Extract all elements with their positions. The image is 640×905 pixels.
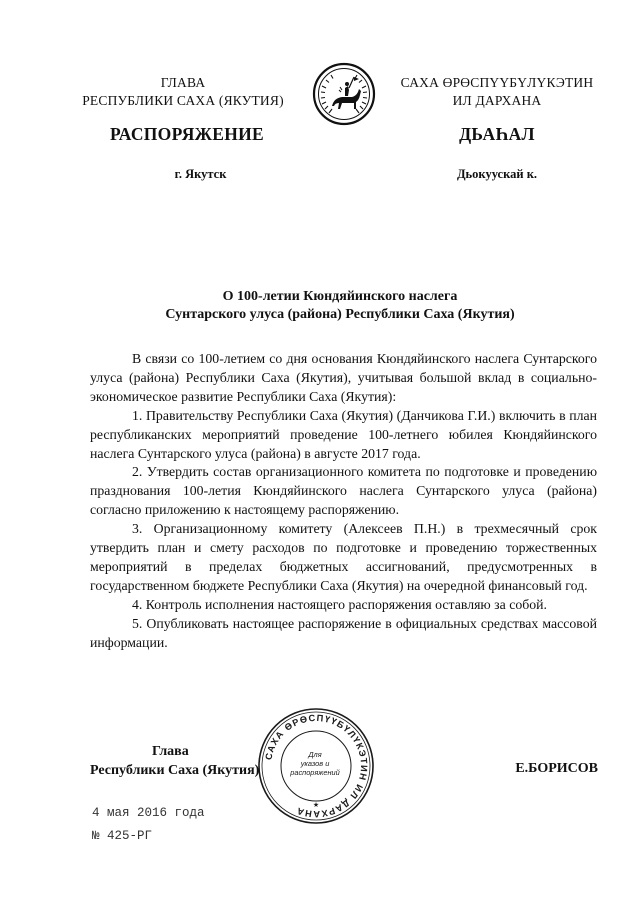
body-paragraph-4: 4. Контроль исполнения настоящего распоряжения оставляю за собой.	[132, 596, 547, 612]
seal-ring-text: САХА ӨРӨСПҮҮБҮЛҮКЭТИН ИЛ ДАРХАНА	[263, 712, 370, 820]
header-right-title	[392, 74, 602, 110]
signatory-name: Е.БОРИСОВ	[515, 761, 598, 776]
svg-text:★: ★	[312, 801, 320, 809]
seal-inner-text	[288, 750, 342, 777]
document-title-line1: О 100-летии Кюндяйинского наслега	[222, 289, 458, 304]
signature-label-line1: Глава	[152, 744, 189, 759]
header-right-line1: САХА ӨРӨСПҮҮБҮЛҮКЭТИН	[400, 75, 594, 90]
body-paragraph-2: 2. Утвердить состав организационного комитета по подготовке и проведению празднования 100-летия Кюндяйинского наслега Сунтарского улуса (района) согласно приложению к настоящему распоряжению.	[90, 464, 597, 518]
body-paragraph-3: 3. Организационному комитету (Алексеев П.Н.) в трехмесячный срок утвердить план и смету расходов по подготовке и проведению торжественных мероприятий в пределах бюджетных ассигнований, предусмотренных в государственном бюджете Республики Саха (Якутия) на очередной финансовый год.	[90, 521, 597, 593]
city-sakha: Дьокуускай к.	[456, 167, 538, 181]
header-left-line2: РЕСПУБЛИКИ САХА (ЯКУТИЯ)	[82, 93, 284, 108]
doc-type-sakha: ДЬАҺАЛ	[459, 124, 535, 144]
city-ru: г. Якутск	[174, 167, 227, 181]
document-title-line2: Сунтарского улуса (района) Республики Саха (Якутия)	[165, 307, 515, 322]
seal-inner-line1: Для	[308, 750, 322, 759]
header-left-title	[78, 74, 288, 110]
document-title	[90, 288, 590, 324]
signature-label-line2: Республики Саха (Якутия)	[90, 763, 260, 778]
seal-inner-line2: указов и	[300, 759, 330, 768]
document-number: № 425-РГ	[92, 829, 153, 843]
header-left-line1: ГЛАВА	[160, 75, 206, 90]
body-paragraph-5: 5. Опубликовать настоящее распоряжение в официальных средствах массовой информации.	[90, 615, 597, 650]
body-paragraph-1: 1. Правительству Республики Саха (Якутия) (Данчикова Г.И.) включить в план республиканских мероприятий проведение 100-летнего юбилея Кюндяйинского наслега Сунтарского улуса (района) в августе 2017 года.	[90, 407, 597, 461]
header-right-line2: ИЛ ДАРХАНА	[452, 93, 542, 108]
document-body	[90, 350, 597, 653]
doc-type-ru: РАСПОРЯЖЕНИЕ	[110, 124, 265, 144]
body-paragraph-intro: В связи со 100-летием со дня основания Кюндяйинского наслега Сунтарского улуса (района) Республики Саха (Якутия), учитывая большой вклад в социально-экономическое развитие Республики Саха (Якутия):	[90, 351, 597, 404]
republic-emblem-icon	[312, 62, 376, 126]
seal-inner-line3: распоряжений	[290, 768, 340, 777]
document-date: 4 мая 2016 года	[92, 806, 205, 820]
